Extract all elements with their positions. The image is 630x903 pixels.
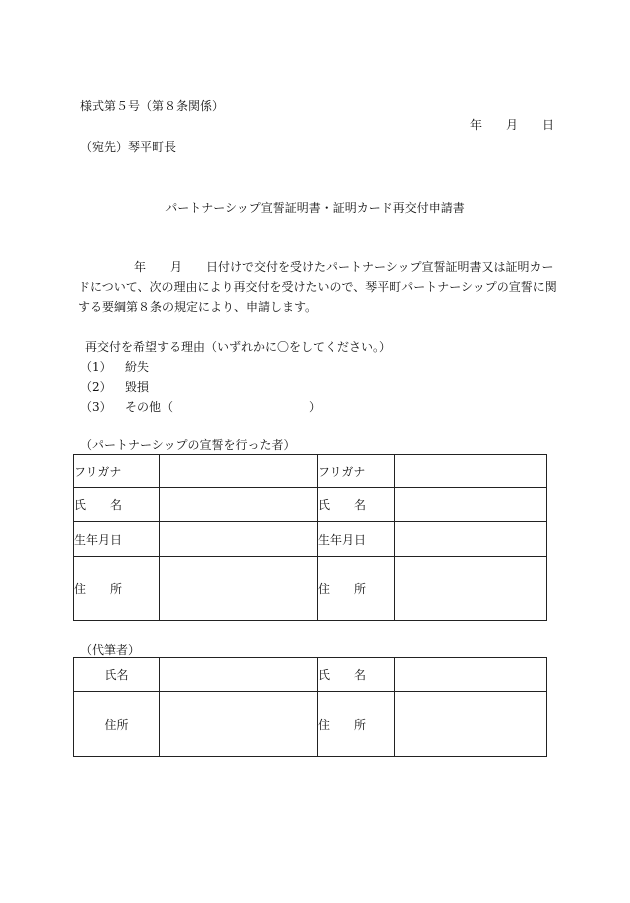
birthdate-field-1[interactable] <box>160 522 318 557</box>
birthdate-label: 生年月日 <box>318 522 395 557</box>
proxy-address-field-right[interactable] <box>395 692 547 757</box>
birthdate-field-2[interactable] <box>395 522 547 557</box>
furigana-label: フリガナ <box>318 455 395 488</box>
name-field-2[interactable] <box>395 488 547 522</box>
option-label: 毀損 <box>125 380 150 394</box>
option-close-paren: ） <box>309 400 322 414</box>
proxy-address-label-right: 住 所 <box>318 692 395 757</box>
reason-option-other[interactable] <box>80 398 321 415</box>
body-text: 年 月 日付けで交付を受けたパートナーシップ宣誓証明書又は証明カードについて、次の理由により再交付を受けたいので、琴平町パートナーシップの宣誓に関する要綱第８条の規定により、申請します。 <box>78 260 557 314</box>
furigana-field-2[interactable] <box>395 455 547 488</box>
table-row <box>74 455 547 488</box>
reason-option-lost[interactable] <box>80 358 149 375</box>
address-label: 住 所 <box>74 557 160 621</box>
name-label: 氏 名 <box>318 488 395 522</box>
proxy-address-label: 住所 <box>74 692 160 757</box>
proxy-address-field[interactable] <box>160 692 318 757</box>
furigana-label: フリガナ <box>74 455 160 488</box>
declarants-table <box>73 454 547 621</box>
option-number: （2） <box>80 380 112 394</box>
date-line: 年 月 日 <box>470 118 555 132</box>
form-number: 様式第５号（第８条関係） <box>80 99 225 113</box>
body-paragraph <box>78 257 558 317</box>
table-row <box>74 557 547 621</box>
table-row <box>74 692 547 757</box>
proxy-table <box>73 657 547 757</box>
proxy-name-field-right[interactable] <box>395 658 547 692</box>
option-label: その他（ <box>125 400 174 414</box>
name-field-1[interactable] <box>160 488 318 522</box>
table-row <box>74 488 547 522</box>
addressee: （宛先）琴平町長 <box>80 140 177 154</box>
name-label: 氏 名 <box>74 488 160 522</box>
address-field-2[interactable] <box>395 557 547 621</box>
address-field-1[interactable] <box>160 557 318 621</box>
reason-option-damaged[interactable] <box>80 378 149 395</box>
reason-heading: 再交付を希望する理由（いずれかに〇をしてください。） <box>85 340 392 354</box>
birthdate-label: 生年月日 <box>74 522 160 557</box>
table-row <box>74 658 547 692</box>
proxy-name-label-right: 氏 名 <box>318 658 395 692</box>
document-title: パートナーシップ宣誓証明書・証明カード再交付申請書 <box>165 201 465 215</box>
proxy-name-field[interactable] <box>160 658 318 692</box>
table-row <box>74 522 547 557</box>
option-label: 紛失 <box>125 360 150 374</box>
declarants-heading: （パートナーシップの宣誓を行った者） <box>80 438 296 452</box>
proxy-heading: （代筆者） <box>80 643 141 657</box>
option-number: （3） <box>80 400 112 414</box>
proxy-name-label: 氏名 <box>74 658 160 692</box>
furigana-field-1[interactable] <box>160 455 318 488</box>
address-label: 住 所 <box>318 557 395 621</box>
option-number: （1） <box>80 360 112 374</box>
